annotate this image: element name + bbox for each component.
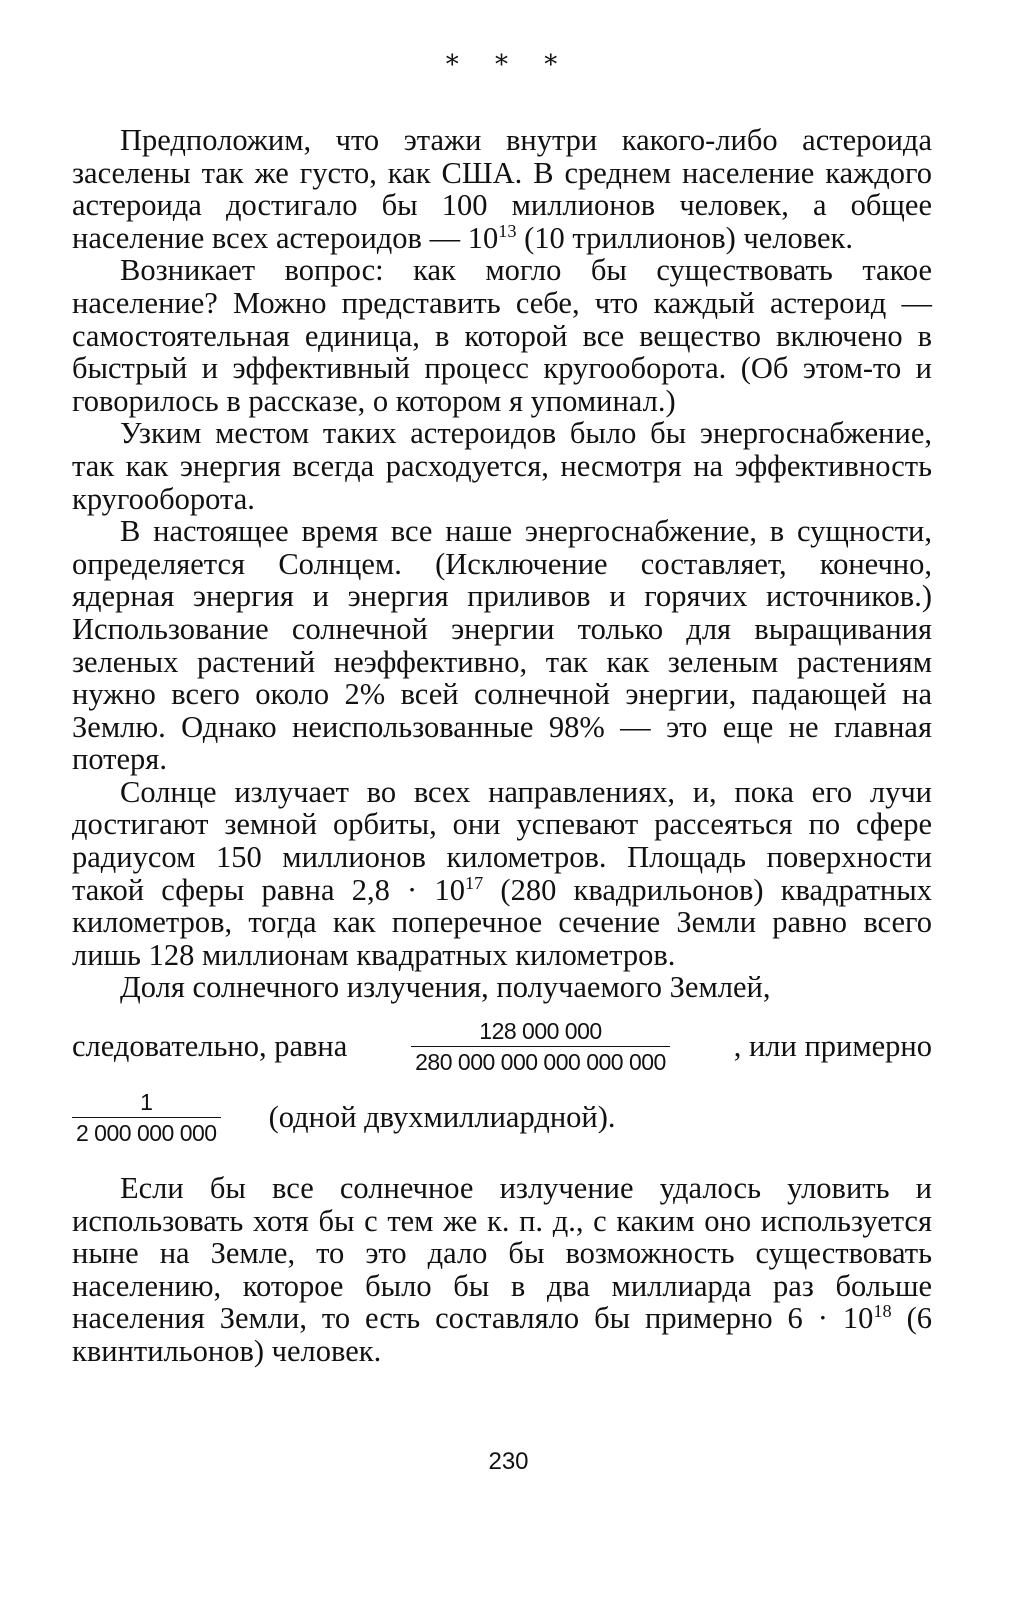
- paragraph-7-text: Если бы все солнечное излучение удалось уловить и использовать хотя бы с тем же к. п. д., с каким оно используется ныне на Земле, то это дало бы возможность существовать населению, которое было бы в два миллиарда раз больше населения Земли, то есть составляло бы примерно 6 ·: [72, 1171, 932, 1336]
- paragraph-5-text: Солнце излучает во всех направлениях, и, пока его лучи достигают земной орбиты, они успевают рассеяться по сфере радиусом 150 миллионов километров. Площадь поверхности такой сферы равна 2,8 ·: [72, 774, 932, 907]
- power-base: 10: [467, 220, 499, 255]
- fraction-earth-share: [411, 1018, 670, 1075]
- fraction-approx: [72, 1089, 221, 1146]
- paragraph-5-tail: (280 квадрильонов) квадратных километров, тогда как поперечное сечение Земли равно всего лишь 128 миллионам квадратных километров.: [72, 872, 932, 972]
- formula-line-1: [72, 1008, 932, 1084]
- power-base: 10: [434, 872, 465, 907]
- section-separator: * * *: [445, 50, 572, 80]
- formula-line-2: [72, 1084, 932, 1150]
- page-number: 230: [488, 1448, 529, 1475]
- paragraph-3: Узким местом таких астероидов было бы энергоснабжение, так как энергия всегда расходуется, несмотря на эффективность кругооборота.: [72, 416, 932, 516]
- paragraph-1: [72, 124, 932, 254]
- formula-after-fraction: , или примерно: [733, 1028, 932, 1063]
- paragraph-5: [72, 776, 932, 972]
- paragraph-7: [72, 1172, 932, 1368]
- power-exponent: 13: [498, 220, 517, 241]
- paragraph-1-text: Предположим, что этажи внутри какого-либо астероида заселены так же густо, как США. В среднем население каждого астероида достигало бы 100 миллионов человек, а общее население всех астероидов —: [72, 123, 932, 255]
- power-exponent: 17: [464, 872, 484, 893]
- formula-explanation: (одной двухмиллиардной).: [268, 1099, 616, 1134]
- fraction-numerator: 1: [140, 1088, 153, 1115]
- fraction-denominator: 2 000 000 000: [72, 1117, 221, 1146]
- fraction-denominator: 280 000 000 000 000 000: [411, 1046, 670, 1075]
- paragraph-6: Доля солнечного излучения, получаемого Землей,: [120, 970, 771, 1005]
- power-base: 10: [842, 1301, 874, 1336]
- paragraph-7-tail: (6 квинтильонов) человек.: [72, 1301, 932, 1368]
- paragraph-2: Возникает вопрос: как могло бы существовать такое население? Можно представить себе, что каждый астероид — самостоятельная единица, в которой все вещество включено в быстрый и эффективный процесс кругооборота. (Об этом-то и говорилось в рассказе, о котором я упоминал.): [72, 253, 932, 418]
- fraction-numerator: 128 000 000: [479, 1017, 602, 1044]
- power-exponent: 18: [873, 1301, 892, 1322]
- paragraph-4: В настоящее время все наше энергоснабжение, в сущности, определяется Солнцем. (Исключение составляет, конечно, ядерная энергия и энергия приливов и горячих источников.) Использование солнечной энергии только для выращивания зеленых растений неэффективно, так как зеленым растениям нужно всего около 2% всей солнечной энергии, падающей на Землю. Однако неиспользованные 98% — это еще не главная потеря.: [72, 514, 932, 777]
- body-text: [72, 124, 932, 1368]
- formula-lead: следовательно, равна: [72, 1028, 348, 1063]
- paragraph-1-tail: (10 триллионов) человек.: [516, 220, 853, 255]
